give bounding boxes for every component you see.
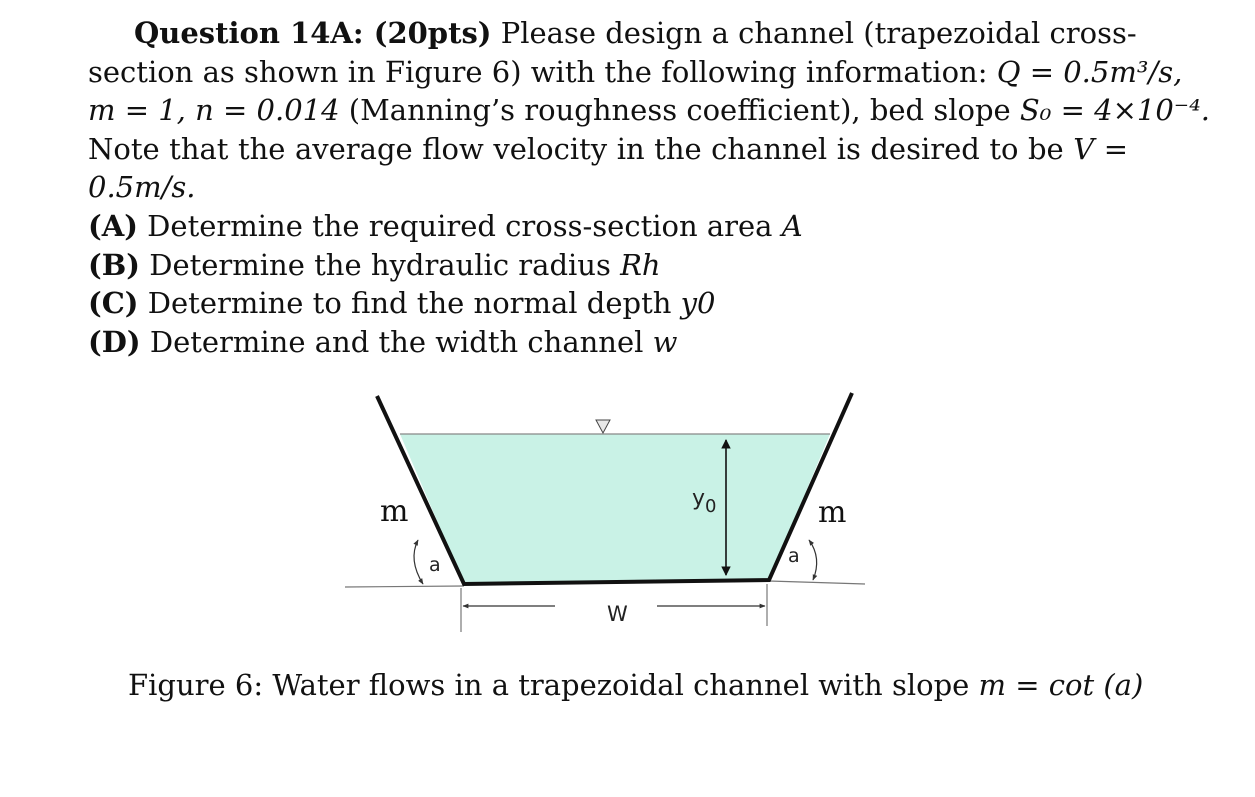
depth-label: $y_0$ (692, 486, 717, 517)
figure-caption: Figure 6: Water flows in a trapezoidal channel with slope m = cot (a) (128, 668, 1144, 702)
water-surface-triangle-icon (596, 420, 610, 433)
subquestion-c: (C) Determine to find the normal depth y0 (88, 286, 716, 320)
slope-label-right: m (818, 495, 847, 530)
velocity-formula-end: 0.5m/s. (88, 170, 196, 204)
statement-line-3: m = 1, n = 0.014 (Manning’s roughness coefficient), bed slope S₀ = 4×10⁻⁴. (88, 93, 1210, 127)
statement-line-2: section as shown in Figure 6) with the following information: Q = 0.5m³/s, (88, 54, 1183, 89)
velocity-formula-start: V = (1073, 131, 1129, 166)
water-area (400, 434, 830, 584)
ground-line-left (345, 586, 464, 587)
subquestion-a: (A) Determine the required cross-section area A (88, 209, 803, 243)
angle-arc-right (809, 540, 817, 580)
subquestion-d: (D) Determine and the width channel w (88, 324, 678, 359)
caption-formula: m = cot (a) (978, 668, 1144, 702)
parameters-formula: m = 1, n = 0.014 (88, 93, 340, 127)
angle-arc-left (414, 540, 423, 584)
statement-line-1: Question 14A: (20pts) Please design a channel (trapezoidal cross- (134, 16, 1137, 50)
bed-slope-formula: S₀ = 4×10⁻⁴. (1019, 93, 1210, 127)
width-label: W (607, 602, 628, 626)
question-label: Question 14A: (20pts) (134, 16, 492, 50)
ground-line-right (769, 581, 865, 584)
flow-rate-formula: Q = 0.5m³/s, (996, 54, 1183, 89)
angle-label-right: a (788, 545, 800, 567)
statement-line-4: Note that the average flow velocity in the channel is desired to be V = (88, 131, 1129, 166)
angle-label-left: a (429, 554, 441, 576)
slope-label-left: m (380, 494, 409, 529)
subquestion-b: (B) Determine the hydraulic radius Rh (88, 247, 661, 282)
